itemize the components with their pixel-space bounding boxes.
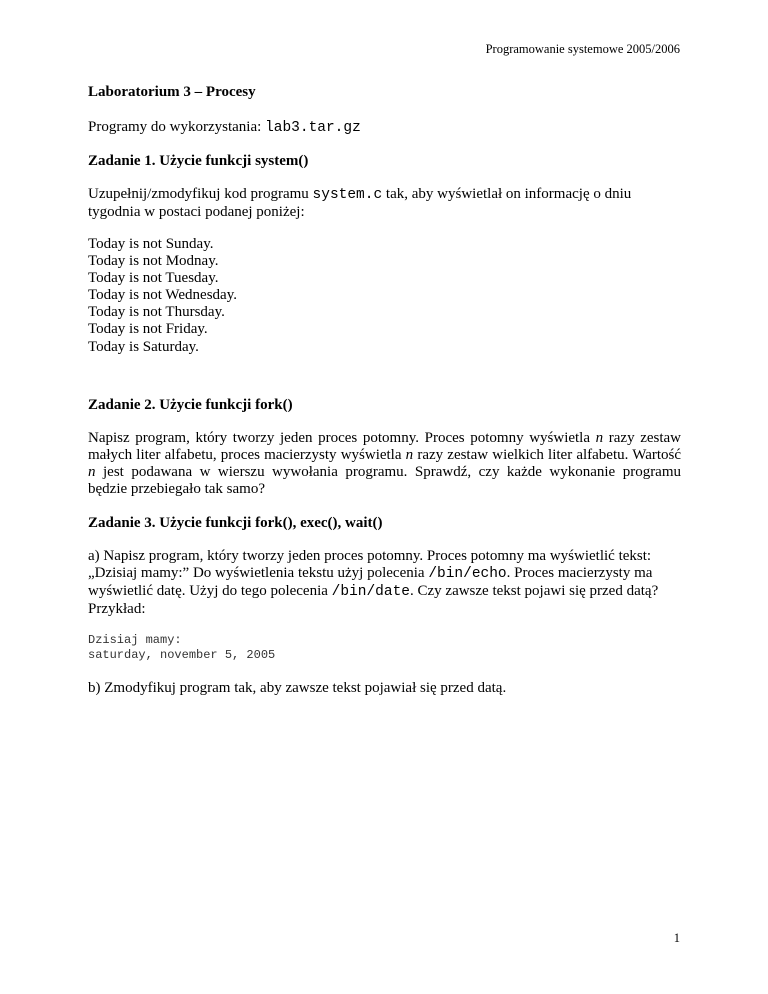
task2-text-4: jest podawana w wierszu wywołania programu. Sprawdź, czy każde wykonanie programu będzie przebiegało tak samo? [88, 463, 682, 497]
task3-date-command: /bin/date [331, 583, 410, 600]
day-line: Today is not Tuesday. [88, 270, 219, 287]
document-title: Laboratorium 3 – Procesy [88, 84, 256, 100]
task2-text-3: razy zestaw wielkich liter alfabetu. Wartość [417, 446, 682, 463]
day-line: Today is not Modnay. [88, 253, 219, 270]
task3-a-text-3: . Czy zawsze tekst pojawi się przed datą? Przykład: [88, 582, 659, 617]
task2-n-2: n [405, 446, 414, 463]
day-line: Today is Saturday. [88, 338, 199, 355]
task3-part-b: b) Zmodyfikuj program tak, aby zawsze tekst pojawiał się przed datą. [88, 679, 507, 696]
document-body [88, 84, 681, 712]
day-line: Today is not Friday. [88, 321, 208, 338]
materials-line [88, 119, 681, 136]
task3-echo-command: /bin/echo [428, 565, 507, 582]
task1-description [88, 186, 681, 221]
task3-a-text-2: . Proces macierzysty ma wyświetlić datę. Użyj do tego polecenia [88, 564, 653, 599]
task2-title: Zadanie 2. Użycie funkcji fork() [88, 396, 293, 413]
task2-n-3: n [88, 463, 96, 480]
task2-n-1: n [595, 429, 604, 446]
task3-example-output [88, 633, 681, 663]
task3-a-text-1: a) Napisz program, który tworzy jeden proces potomny. Proces potomny ma wyświetlić tekst: „Dzisiaj mamy:” Do wyświetlenia tekstu użyj polecenia [88, 547, 652, 581]
page-number: 1 [673, 931, 680, 945]
page-header: Programowanie systemowe 2005/2006 [485, 42, 680, 56]
task1-text-after: tak, aby wyświetlał on informację o dniu tygodnia w postaci podanej poniżej: [88, 186, 632, 220]
task1-day-list [88, 236, 681, 356]
materials-label: Programy do wykorzystania: [88, 119, 262, 135]
task3-title: Zadanie 3. Użycie funkcji fork(), exec(), wait() [88, 514, 383, 531]
task2-text-2: razy zestaw małych liter alfabetu, proces macierzysty wyświetla [88, 429, 682, 463]
day-line: Today is not Thursday. [88, 304, 225, 321]
code-line: Dzisiaj mamy: [88, 632, 182, 647]
day-line: Today is not Wednesday. [88, 287, 237, 304]
task1-text-before: Uzupełnij/zmodyfikuj kod programu [88, 186, 309, 202]
task2-text-1: Napisz program, który tworzy jeden proces potomny. Proces potomny wyświetla [88, 429, 591, 446]
task1-title: Zadanie 1. Użycie funkcji system() [88, 153, 309, 169]
task3-part-a [88, 548, 681, 618]
code-line: saturday, november 5, 2005 [88, 647, 276, 662]
day-line: Today is not Sunday. [88, 236, 214, 252]
materials-file: lab3.tar.gz [265, 120, 361, 136]
task2-description [88, 430, 681, 498]
task1-file: system.c [312, 187, 383, 203]
